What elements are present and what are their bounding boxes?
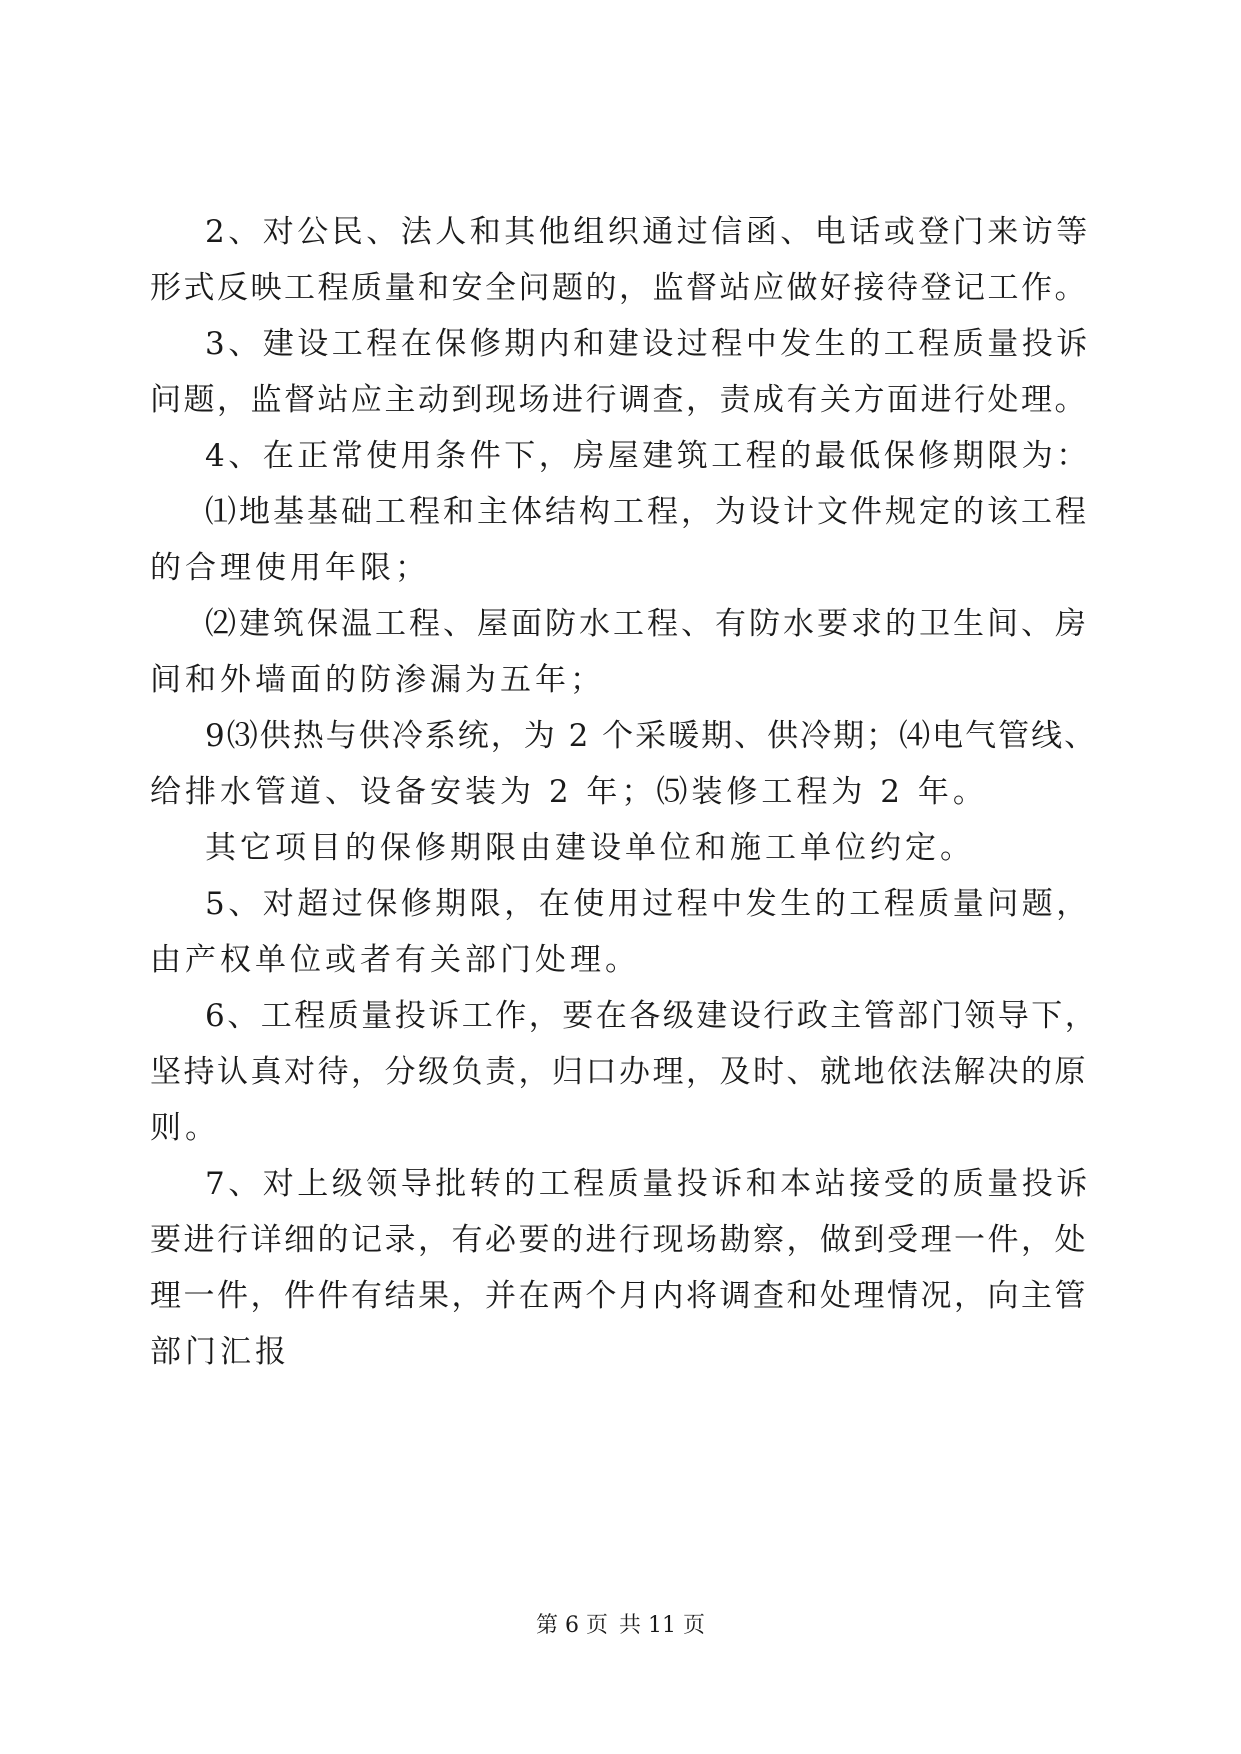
text-line: 由产权单位或者有关部门处理。 <box>150 942 640 978</box>
text-line: 2、对公民、法人和其他组织通过信函、电话或登门来访等 <box>205 214 1091 250</box>
text-line: 3、建设工程在保修期内和建设过程中发生的工程质量投诉 <box>205 326 1091 362</box>
text-line: 的合理使用年限； <box>150 550 430 586</box>
page-footer <box>0 1612 1241 1640</box>
text-line: 理一件，件件有结果，并在两个月内将调查和处理情况，向主管 <box>150 1278 1088 1314</box>
text-line: 9⑶供热与供冷系统，为 2 个采暖期、供冷期；⑷电气管线、 <box>205 718 1098 754</box>
text-line: 部门汇报 <box>150 1334 290 1370</box>
text-line: ⑵建筑保温工程、屋面防水工程、有防水要求的卫生间、房 <box>205 606 1089 642</box>
text-line: 其它项目的保修期限由建设单位和施工单位约定。 <box>205 830 975 866</box>
text-line: 4、在正常使用条件下，房屋建筑工程的最低保修期限为： <box>205 438 1091 474</box>
text-line: 问题，监督站应主动到现场进行调查，责成有关方面进行处理。 <box>150 382 1088 418</box>
page-total: 共 11 页 <box>619 1613 705 1638</box>
text-line: 7、对上级领导批转的工程质量投诉和本站接受的质量投诉 <box>205 1166 1091 1202</box>
text-line: 间和外墙面的防渗漏为五年； <box>150 662 605 698</box>
text-line: 要进行详细的记录，有必要的进行现场勘察，做到受理一件，处 <box>150 1222 1088 1258</box>
text-line: ⑴地基基础工程和主体结构工程，为设计文件规定的该工程 <box>205 494 1089 530</box>
text-line: 坚持认真对待，分级负责，归口办理，及时、就地依法解决的原 <box>150 1054 1088 1090</box>
text-line: 形式反映工程质量和安全问题的，监督站应做好接待登记工作。 <box>150 270 1088 306</box>
text-line: 6、工程质量投诉工作，要在各级建设行政主管部门领导下， <box>205 998 1099 1034</box>
page-number: 第 6 页 <box>536 1613 608 1638</box>
text-line: 则。 <box>150 1110 220 1146</box>
text-line: 5、对超过保修期限，在使用过程中发生的工程质量问题， <box>205 886 1091 922</box>
text-line: 给排水管道、设备安装为 2 年；⑸装修工程为 2 年。 <box>150 774 988 810</box>
